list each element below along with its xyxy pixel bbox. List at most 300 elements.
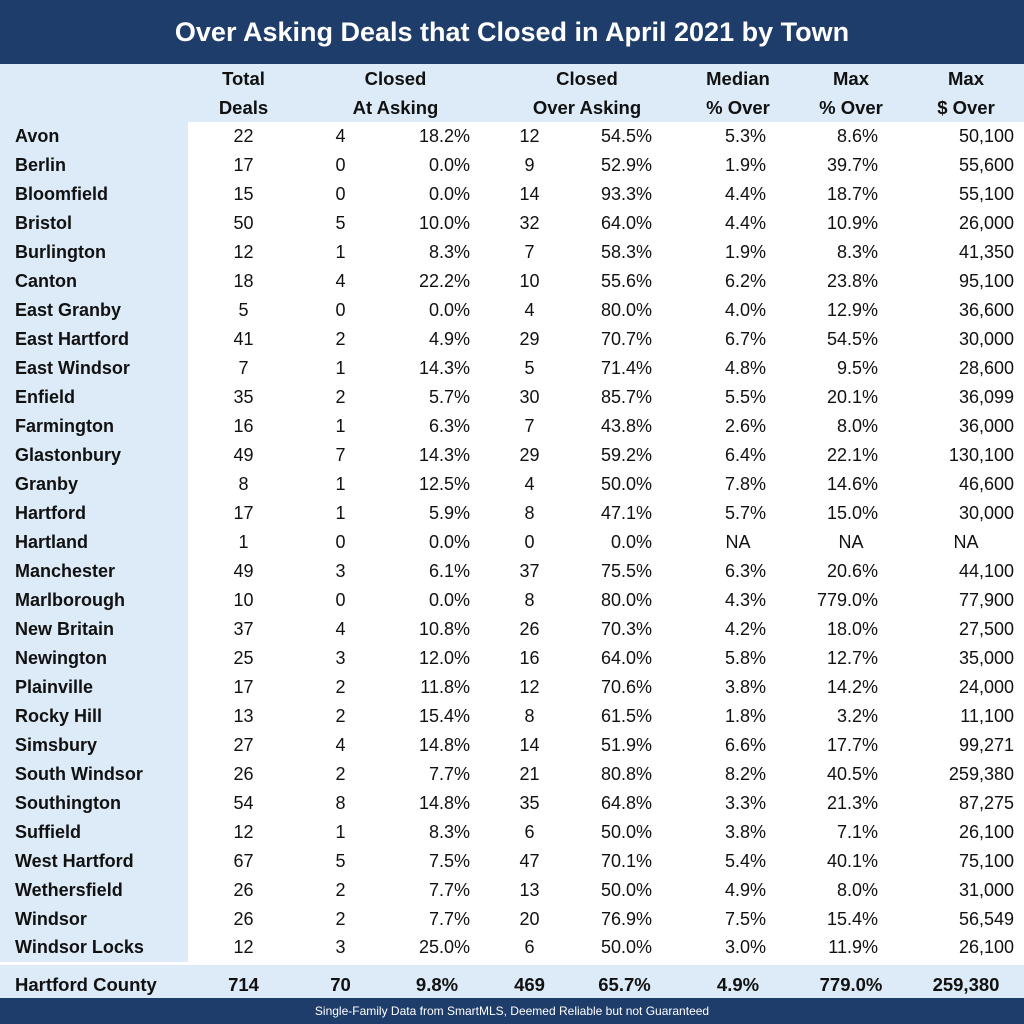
cell-over-count: 14	[492, 180, 567, 209]
cell-median-pct: 6.7%	[682, 325, 794, 354]
cell-at-pct: 11.8%	[382, 673, 492, 702]
cell-at-count: 2	[299, 876, 382, 905]
cell-town: Simsbury	[0, 731, 188, 760]
header-total-deals	[188, 64, 299, 122]
cell-over-pct: 75.5%	[567, 557, 682, 586]
cell-town: Newington	[0, 644, 188, 673]
cell-over-count: 6	[492, 818, 567, 847]
cell-max-pct: 7.1%	[794, 818, 908, 847]
cell-over-count: 14	[492, 731, 567, 760]
cell-max-dollar: 87,275	[908, 789, 1024, 818]
cell-max-pct: 20.6%	[794, 557, 908, 586]
cell-at-pct: 4.9%	[382, 325, 492, 354]
table-row	[0, 818, 1024, 847]
cell-over-count: 12	[492, 673, 567, 702]
header-median-line2: % Over	[706, 97, 770, 118]
cell-max-dollar: 75,100	[908, 847, 1024, 876]
cell-at-pct: 14.8%	[382, 731, 492, 760]
cell-max-pct: 9.5%	[794, 354, 908, 383]
cell-max-pct: 14.2%	[794, 673, 908, 702]
cell-total-deals: 37	[188, 615, 299, 644]
table-row	[0, 876, 1024, 905]
header-row	[0, 64, 1024, 122]
cell-over-pct: 59.2%	[567, 441, 682, 470]
cell-at-pct: 7.7%	[382, 760, 492, 789]
cell-at-pct: 5.9%	[382, 499, 492, 528]
table-row	[0, 151, 1024, 180]
total-at-count: 70	[299, 963, 382, 1005]
cell-over-count: 20	[492, 905, 567, 934]
cell-at-count: 7	[299, 441, 382, 470]
cell-at-pct: 10.0%	[382, 209, 492, 238]
table-row	[0, 702, 1024, 731]
cell-total-deals: 25	[188, 644, 299, 673]
cell-over-pct: 50.0%	[567, 470, 682, 499]
cell-at-pct: 25.0%	[382, 934, 492, 963]
cell-over-pct: 54.5%	[567, 122, 682, 151]
header-at-line1: Closed	[364, 68, 427, 89]
cell-at-count: 1	[299, 354, 382, 383]
table-row	[0, 760, 1024, 789]
cell-at-pct: 15.4%	[382, 702, 492, 731]
table-row	[0, 441, 1024, 470]
header-max-pct-over	[794, 64, 908, 122]
cell-at-pct: 22.2%	[382, 267, 492, 296]
cell-max-dollar: 130,100	[908, 441, 1024, 470]
cell-at-count: 0	[299, 528, 382, 557]
cell-max-dollar: 46,600	[908, 470, 1024, 499]
cell-at-count: 2	[299, 383, 382, 412]
cell-median-pct: 5.8%	[682, 644, 794, 673]
cell-total-deals: 16	[188, 412, 299, 441]
table-row	[0, 238, 1024, 267]
cell-median-pct: 3.3%	[682, 789, 794, 818]
cell-median-pct: 4.9%	[682, 876, 794, 905]
cell-at-pct: 0.0%	[382, 528, 492, 557]
table-row	[0, 296, 1024, 325]
cell-at-pct: 8.3%	[382, 818, 492, 847]
cell-over-count: 29	[492, 325, 567, 354]
table-row	[0, 644, 1024, 673]
cell-total-deals: 26	[188, 760, 299, 789]
cell-max-dollar: 259,380	[908, 760, 1024, 789]
cell-over-pct: 80.8%	[567, 760, 682, 789]
cell-over-count: 4	[492, 296, 567, 325]
cell-at-pct: 6.1%	[382, 557, 492, 586]
cell-at-pct: 0.0%	[382, 586, 492, 615]
cell-over-count: 16	[492, 644, 567, 673]
cell-max-pct: 14.6%	[794, 470, 908, 499]
cell-at-pct: 5.7%	[382, 383, 492, 412]
cell-max-pct: 40.1%	[794, 847, 908, 876]
cell-over-count: 13	[492, 876, 567, 905]
cell-over-pct: 80.0%	[567, 296, 682, 325]
cell-max-dollar: 44,100	[908, 557, 1024, 586]
cell-median-pct: 7.8%	[682, 470, 794, 499]
cell-max-dollar: 24,000	[908, 673, 1024, 702]
cell-at-count: 4	[299, 122, 382, 151]
cell-over-pct: 50.0%	[567, 818, 682, 847]
cell-total-deals: 49	[188, 441, 299, 470]
cell-at-count: 1	[299, 412, 382, 441]
cell-median-pct: 6.6%	[682, 731, 794, 760]
table-row	[0, 673, 1024, 702]
cell-town: East Granby	[0, 296, 188, 325]
table-row	[0, 470, 1024, 499]
cell-over-pct: 43.8%	[567, 412, 682, 441]
cell-max-dollar: 30,000	[908, 499, 1024, 528]
cell-over-count: 8	[492, 586, 567, 615]
cell-at-pct: 14.8%	[382, 789, 492, 818]
cell-max-pct: 11.9%	[794, 934, 908, 963]
table-body	[0, 122, 1024, 963]
cell-median-pct: 6.3%	[682, 557, 794, 586]
cell-at-count: 2	[299, 673, 382, 702]
cell-over-pct: 85.7%	[567, 383, 682, 412]
cell-at-pct: 18.2%	[382, 122, 492, 151]
cell-at-count: 0	[299, 180, 382, 209]
cell-over-pct: 64.8%	[567, 789, 682, 818]
cell-max-pct: 17.7%	[794, 731, 908, 760]
cell-at-pct: 10.8%	[382, 615, 492, 644]
cell-median-pct: 4.2%	[682, 615, 794, 644]
cell-median-pct: 1.9%	[682, 151, 794, 180]
header-at-line2: At Asking	[352, 97, 439, 118]
cell-max-pct: 40.5%	[794, 760, 908, 789]
cell-max-pct: 15.0%	[794, 499, 908, 528]
cell-town: Manchester	[0, 557, 188, 586]
cell-over-count: 8	[492, 702, 567, 731]
cell-max-pct: 3.2%	[794, 702, 908, 731]
cell-max-dollar: 95,100	[908, 267, 1024, 296]
cell-max-pct: 23.8%	[794, 267, 908, 296]
cell-town: Berlin	[0, 151, 188, 180]
total-at-pct: 9.8%	[382, 963, 492, 1005]
cell-total-deals: 12	[188, 934, 299, 963]
cell-total-deals: 18	[188, 267, 299, 296]
cell-town: Rocky Hill	[0, 702, 188, 731]
cell-at-count: 5	[299, 847, 382, 876]
cell-median-pct: 4.4%	[682, 180, 794, 209]
cell-over-pct: 51.9%	[567, 731, 682, 760]
cell-max-pct: 779.0%	[794, 586, 908, 615]
cell-total-deals: 7	[188, 354, 299, 383]
cell-at-count: 4	[299, 267, 382, 296]
cell-at-pct: 12.0%	[382, 644, 492, 673]
cell-max-dollar: 41,350	[908, 238, 1024, 267]
cell-at-count: 8	[299, 789, 382, 818]
cell-town: South Windsor	[0, 760, 188, 789]
total-deals: 714	[188, 963, 299, 1005]
cell-total-deals: 8	[188, 470, 299, 499]
cell-over-count: 32	[492, 209, 567, 238]
cell-at-count: 5	[299, 209, 382, 238]
table-row	[0, 180, 1024, 209]
cell-median-pct: 1.9%	[682, 238, 794, 267]
cell-median-pct: 8.2%	[682, 760, 794, 789]
cell-total-deals: 26	[188, 876, 299, 905]
cell-at-pct: 7.7%	[382, 905, 492, 934]
cell-town: Bristol	[0, 209, 188, 238]
cell-town: Southington	[0, 789, 188, 818]
cell-total-deals: 22	[188, 122, 299, 151]
cell-max-pct: 12.7%	[794, 644, 908, 673]
cell-total-deals: 49	[188, 557, 299, 586]
cell-town: East Hartford	[0, 325, 188, 354]
cell-max-dollar: 36,099	[908, 383, 1024, 412]
cell-over-count: 7	[492, 238, 567, 267]
cell-at-count: 4	[299, 731, 382, 760]
cell-at-count: 4	[299, 615, 382, 644]
cell-over-pct: 70.3%	[567, 615, 682, 644]
table-row	[0, 209, 1024, 238]
cell-total-deals: 17	[188, 499, 299, 528]
cell-max-dollar: 27,500	[908, 615, 1024, 644]
cell-over-pct: 70.7%	[567, 325, 682, 354]
cell-total-deals: 50	[188, 209, 299, 238]
total-median-pct: 4.9%	[682, 963, 794, 1005]
cell-town: Canton	[0, 267, 188, 296]
cell-town: Windsor Locks	[0, 934, 188, 963]
cell-over-count: 26	[492, 615, 567, 644]
cell-max-pct: 10.9%	[794, 209, 908, 238]
cell-at-count: 0	[299, 151, 382, 180]
cell-over-pct: 55.6%	[567, 267, 682, 296]
cell-at-count: 2	[299, 325, 382, 354]
header-total-line2: Deals	[218, 97, 269, 118]
cell-at-count: 3	[299, 934, 382, 963]
header-median-pct-over	[682, 64, 794, 122]
cell-at-count: 2	[299, 702, 382, 731]
cell-max-pct: NA	[794, 528, 908, 557]
cell-median-pct: 4.8%	[682, 354, 794, 383]
cell-max-dollar: 99,271	[908, 731, 1024, 760]
cell-over-count: 37	[492, 557, 567, 586]
header-maxpct-line2: % Over	[819, 97, 883, 118]
table-row	[0, 354, 1024, 383]
cell-total-deals: 10	[188, 586, 299, 615]
cell-over-pct: 80.0%	[567, 586, 682, 615]
total-town: Hartford County	[0, 963, 188, 1005]
cell-over-pct: 0.0%	[567, 528, 682, 557]
table-row	[0, 499, 1024, 528]
total-max-pct: 779.0%	[794, 963, 908, 1005]
cell-over-count: 12	[492, 122, 567, 151]
cell-at-pct: 7.5%	[382, 847, 492, 876]
cell-at-count: 1	[299, 238, 382, 267]
cell-town: Hartland	[0, 528, 188, 557]
report-title: Over Asking Deals that Closed in April 2021 by Town	[0, 0, 1024, 64]
cell-town: Glastonbury	[0, 441, 188, 470]
cell-over-pct: 61.5%	[567, 702, 682, 731]
header-closed-over-asking	[492, 64, 682, 122]
cell-over-pct: 93.3%	[567, 180, 682, 209]
cell-total-deals: 13	[188, 702, 299, 731]
cell-total-deals: 12	[188, 238, 299, 267]
cell-max-dollar: 50,100	[908, 122, 1024, 151]
cell-at-pct: 12.5%	[382, 470, 492, 499]
header-over-line1: Closed	[556, 68, 618, 89]
cell-median-pct: 2.6%	[682, 412, 794, 441]
cell-town: Bloomfield	[0, 180, 188, 209]
cell-at-count: 0	[299, 586, 382, 615]
table-row	[0, 325, 1024, 354]
cell-max-pct: 15.4%	[794, 905, 908, 934]
cell-town: Farmington	[0, 412, 188, 441]
cell-total-deals: 41	[188, 325, 299, 354]
table-row	[0, 905, 1024, 934]
table-row	[0, 789, 1024, 818]
cell-total-deals: 35	[188, 383, 299, 412]
header-maxpct-line1: Max	[833, 68, 869, 89]
cell-max-dollar: 36,600	[908, 296, 1024, 325]
cell-at-pct: 6.3%	[382, 412, 492, 441]
total-over-count: 469	[492, 963, 567, 1005]
table-row	[0, 557, 1024, 586]
cell-median-pct: 3.8%	[682, 818, 794, 847]
cell-town: New Britain	[0, 615, 188, 644]
cell-town: Wethersfield	[0, 876, 188, 905]
header-maxd-line2: $ Over	[937, 97, 995, 118]
cell-over-pct: 71.4%	[567, 354, 682, 383]
cell-at-count: 3	[299, 557, 382, 586]
cell-total-deals: 17	[188, 151, 299, 180]
cell-max-dollar: 26,000	[908, 209, 1024, 238]
header-max-dollar-over	[908, 64, 1024, 122]
cell-town: Avon	[0, 122, 188, 151]
cell-median-pct: NA	[682, 528, 794, 557]
cell-over-pct: 64.0%	[567, 209, 682, 238]
cell-max-pct: 39.7%	[794, 151, 908, 180]
cell-total-deals: 67	[188, 847, 299, 876]
table-row	[0, 934, 1024, 963]
cell-max-pct: 22.1%	[794, 441, 908, 470]
header-over-line2: Over Asking	[532, 97, 642, 118]
cell-median-pct: 4.4%	[682, 209, 794, 238]
cell-max-dollar: 36,000	[908, 412, 1024, 441]
cell-total-deals: 26	[188, 905, 299, 934]
table-row	[0, 412, 1024, 441]
cell-over-count: 47	[492, 847, 567, 876]
cell-at-pct: 0.0%	[382, 180, 492, 209]
cell-max-pct: 8.0%	[794, 876, 908, 905]
cell-total-deals: 27	[188, 731, 299, 760]
cell-town: Marlborough	[0, 586, 188, 615]
cell-over-count: 5	[492, 354, 567, 383]
deals-table	[0, 64, 1024, 1005]
cell-median-pct: 6.4%	[682, 441, 794, 470]
cell-max-dollar: 26,100	[908, 934, 1024, 963]
cell-at-count: 3	[299, 644, 382, 673]
header-closed-at-asking	[299, 64, 492, 122]
cell-total-deals: 12	[188, 818, 299, 847]
cell-over-count: 10	[492, 267, 567, 296]
cell-over-pct: 70.1%	[567, 847, 682, 876]
cell-town: Suffield	[0, 818, 188, 847]
cell-max-pct: 18.0%	[794, 615, 908, 644]
cell-max-dollar: 30,000	[908, 325, 1024, 354]
total-over-pct: 65.7%	[567, 963, 682, 1005]
cell-town: West Hartford	[0, 847, 188, 876]
cell-max-dollar: 26,100	[908, 818, 1024, 847]
cell-max-pct: 8.3%	[794, 238, 908, 267]
cell-town: Hartford	[0, 499, 188, 528]
cell-max-pct: 18.7%	[794, 180, 908, 209]
cell-over-pct: 50.0%	[567, 934, 682, 963]
cell-median-pct: 5.4%	[682, 847, 794, 876]
cell-median-pct: 5.3%	[682, 122, 794, 151]
cell-at-count: 1	[299, 499, 382, 528]
cell-max-dollar: 55,600	[908, 151, 1024, 180]
table-row	[0, 122, 1024, 151]
cell-max-dollar: 56,549	[908, 905, 1024, 934]
cell-at-pct: 14.3%	[382, 354, 492, 383]
cell-at-pct: 14.3%	[382, 441, 492, 470]
cell-median-pct: 4.3%	[682, 586, 794, 615]
cell-max-pct: 21.3%	[794, 789, 908, 818]
header-maxd-line1: Max	[948, 68, 984, 89]
table-row	[0, 731, 1024, 760]
cell-total-deals: 15	[188, 180, 299, 209]
table-row	[0, 267, 1024, 296]
cell-town: Enfield	[0, 383, 188, 412]
cell-median-pct: 5.7%	[682, 499, 794, 528]
cell-at-count: 2	[299, 760, 382, 789]
table-row	[0, 528, 1024, 557]
cell-town: Plainville	[0, 673, 188, 702]
cell-median-pct: 6.2%	[682, 267, 794, 296]
cell-over-pct: 70.6%	[567, 673, 682, 702]
cell-over-pct: 64.0%	[567, 644, 682, 673]
cell-over-count: 29	[492, 441, 567, 470]
cell-total-deals: 1	[188, 528, 299, 557]
cell-over-count: 21	[492, 760, 567, 789]
cell-town: East Windsor	[0, 354, 188, 383]
cell-max-pct: 12.9%	[794, 296, 908, 325]
cell-over-count: 4	[492, 470, 567, 499]
cell-max-pct: 54.5%	[794, 325, 908, 354]
header-median-line1: Median	[706, 68, 770, 89]
cell-max-dollar: 55,100	[908, 180, 1024, 209]
cell-max-pct: 8.6%	[794, 122, 908, 151]
table-row	[0, 383, 1024, 412]
header-total-line1: Total	[222, 68, 265, 89]
cell-max-dollar: 28,600	[908, 354, 1024, 383]
cell-total-deals: 5	[188, 296, 299, 325]
cell-town: Windsor	[0, 905, 188, 934]
total-max-dollar: 259,380	[908, 963, 1024, 1005]
cell-over-count: 35	[492, 789, 567, 818]
cell-over-pct: 47.1%	[567, 499, 682, 528]
cell-median-pct: 3.0%	[682, 934, 794, 963]
cell-over-count: 30	[492, 383, 567, 412]
cell-over-count: 0	[492, 528, 567, 557]
table-row	[0, 847, 1024, 876]
cell-max-pct: 20.1%	[794, 383, 908, 412]
cell-total-deals: 17	[188, 673, 299, 702]
cell-at-count: 1	[299, 818, 382, 847]
cell-at-count: 2	[299, 905, 382, 934]
cell-max-dollar: NA	[908, 528, 1024, 557]
cell-over-count: 9	[492, 151, 567, 180]
cell-at-pct: 0.0%	[382, 151, 492, 180]
cell-at-pct: 7.7%	[382, 876, 492, 905]
table-row	[0, 586, 1024, 615]
cell-over-pct: 58.3%	[567, 238, 682, 267]
table-row	[0, 615, 1024, 644]
cell-at-pct: 8.3%	[382, 238, 492, 267]
cell-max-dollar: 31,000	[908, 876, 1024, 905]
